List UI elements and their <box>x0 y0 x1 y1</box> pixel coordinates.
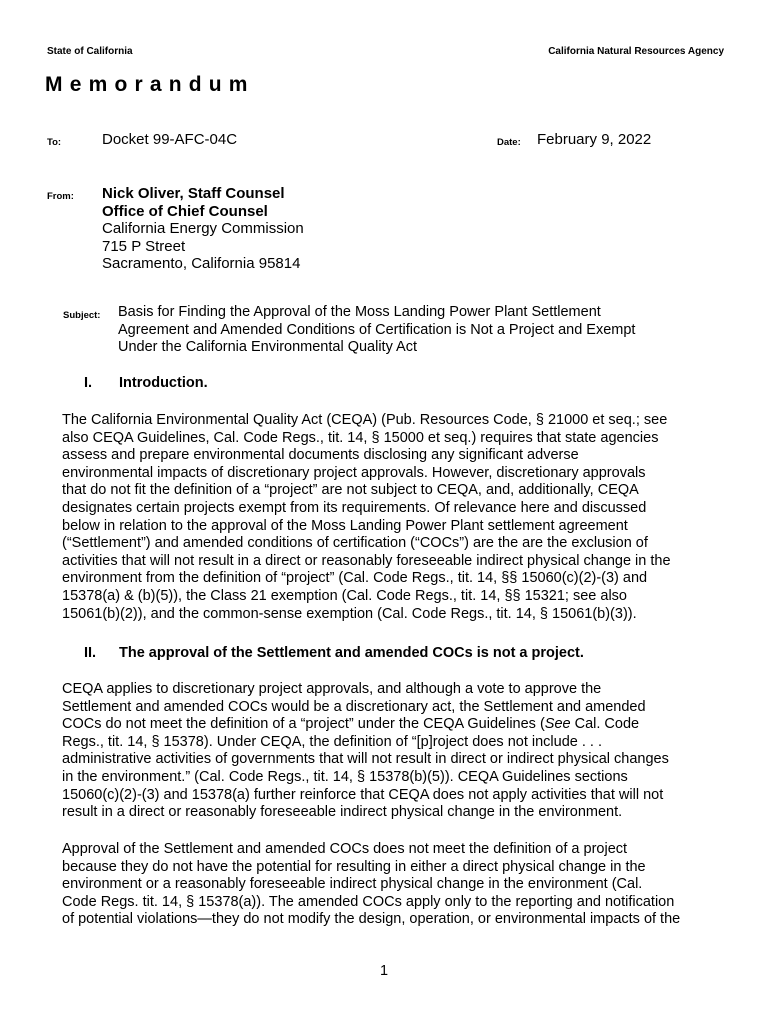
paragraph-line: CEQA applies to discretionary project approvals, and although a vote to approve the <box>62 681 602 697</box>
subject-line: Under the California Environmental Quality Act <box>118 339 418 355</box>
subject-line: Agreement and Amended Conditions of Certification is Not a Project and Exempt <box>118 321 636 338</box>
from-label: From: <box>47 191 74 202</box>
paragraph-line: Regs., tit. 14, § 15378). Under CEQA, the definition of “[p]roject does not include . . . <box>62 733 603 750</box>
paragraph-line: of potential violations—they do not modify the design, operation, or environmental impacts of the <box>62 911 681 928</box>
paragraph-line: environment from the definition of “project” (Cal. Code Regs., tit. 14, §§ 15060(c)(2)-(3) and <box>62 570 648 587</box>
paragraph-line: administrative activities of governments that will not result in direct or indirect physical changes <box>62 751 669 768</box>
line-text: COCs do not meet the definition of a “project” under the CEQA Guidelines ( <box>62 716 545 733</box>
from-name: Nick Oliver, Staff Counsel <box>102 185 285 202</box>
section1-title: Introduction. <box>119 375 208 391</box>
from-agency: California Energy Commission <box>102 220 304 237</box>
paragraph-line: designates certain projects exempt from its requirements. Of relevance here and discussed <box>62 499 647 516</box>
line-text: Cal. Code <box>570 716 640 733</box>
see-italic: See <box>544 716 571 733</box>
paragraph-line: activities that will not result in a direct or reasonably foreseeable indirect physical change in the <box>62 552 671 569</box>
from-city: Sacramento, California 95814 <box>102 255 301 272</box>
section2-number: II. <box>84 645 97 661</box>
paragraph-line <box>62 716 722 734</box>
paragraph-line: 15061(b)(2)), and the common-sense exemption (Cal. Code Regs., tit. 14, § 15061(b)(3)). <box>62 605 637 622</box>
date-label: Date: <box>497 137 521 148</box>
paragraph-line: result in a direct or reasonably foreseeable indirect physical change in the environment. <box>62 804 623 821</box>
section2-paragraph-1 <box>62 681 722 822</box>
from-block <box>102 185 304 273</box>
section1-paragraph <box>62 412 722 623</box>
subject-text <box>118 304 718 357</box>
section2-paragraph-2 <box>62 841 722 929</box>
header-right: California Natural Resources Agency <box>548 46 724 57</box>
paragraph-line: Approval of the Settlement and amended COCs does not meet the definition of a project <box>62 841 628 857</box>
paragraph-line: environment or a reasonably foreseeable indirect physical change in the environment (Cal. <box>62 876 643 893</box>
to-value: Docket 99-AFC-04C <box>102 131 238 148</box>
paragraph-line: that do not fit the definition of a “project” are not subject to CEQA, and, additionally, CEQA <box>62 482 639 499</box>
paragraph-line: (“Settlement”) and amended conditions of certification (“COCs”) are the are the exclusion of <box>62 535 648 552</box>
paragraph-line: 15060(c)(2)-(3) and 15378(a) further reinforce that CEQA does not apply activities that will not <box>62 786 664 803</box>
paragraph-line: in the environment.” (Cal. Code Regs., tit. 14, § 15378(b)(5)). CEQA Guidelines sections <box>62 768 628 785</box>
subject-line: Basis for Finding the Approval of the Moss Landing Power Plant Settlement <box>118 304 601 320</box>
paragraph-line: because they do not have the potential for resulting in either a direct physical change in the <box>62 858 646 875</box>
date-value: February 9, 2022 <box>537 131 652 148</box>
paragraph-line: also CEQA Guidelines, Cal. Code Regs., tit. 14, § 15000 et seq.) requires that state agencies <box>62 429 659 446</box>
section2-title: The approval of the Settlement and amended COCs is not a project. <box>119 645 584 661</box>
header-left: State of California <box>47 46 133 57</box>
subject-label: Subject: <box>63 310 101 321</box>
section1-number: I. <box>84 375 93 391</box>
paragraph-line: below in relation to the approval of the Moss Landing Power Plant settlement agreement <box>62 517 628 534</box>
paragraph-line: Code Regs. tit. 14, § 15378(a)). The amended COCs apply only to the reporting and notification <box>62 893 675 910</box>
to-label: To: <box>47 137 62 148</box>
from-street: 715 P Street <box>102 237 186 255</box>
page-number: 1 <box>380 963 389 979</box>
paragraph-line: The California Environmental Quality Act (CEQA) (Pub. Resources Code, § 21000 et seq.; see <box>62 412 668 428</box>
memo-title: Memorandum <box>45 73 255 96</box>
paragraph-line: Settlement and amended COCs would be a discretionary act, the Settlement and amended <box>62 698 646 715</box>
paragraph-line: environmental impacts of discretionary project approvals. However, discretionary approvals <box>62 464 646 481</box>
paragraph-line: 15378(a) & (b)(5)), the Class 21 exemption (Cal. Code Regs., tit. 14, §§ 15321; see also <box>62 587 627 604</box>
from-office: Office of Chief Counsel <box>102 202 268 220</box>
paragraph-line: assess and prepare environmental documents disclosing any significant adverse <box>62 447 579 464</box>
